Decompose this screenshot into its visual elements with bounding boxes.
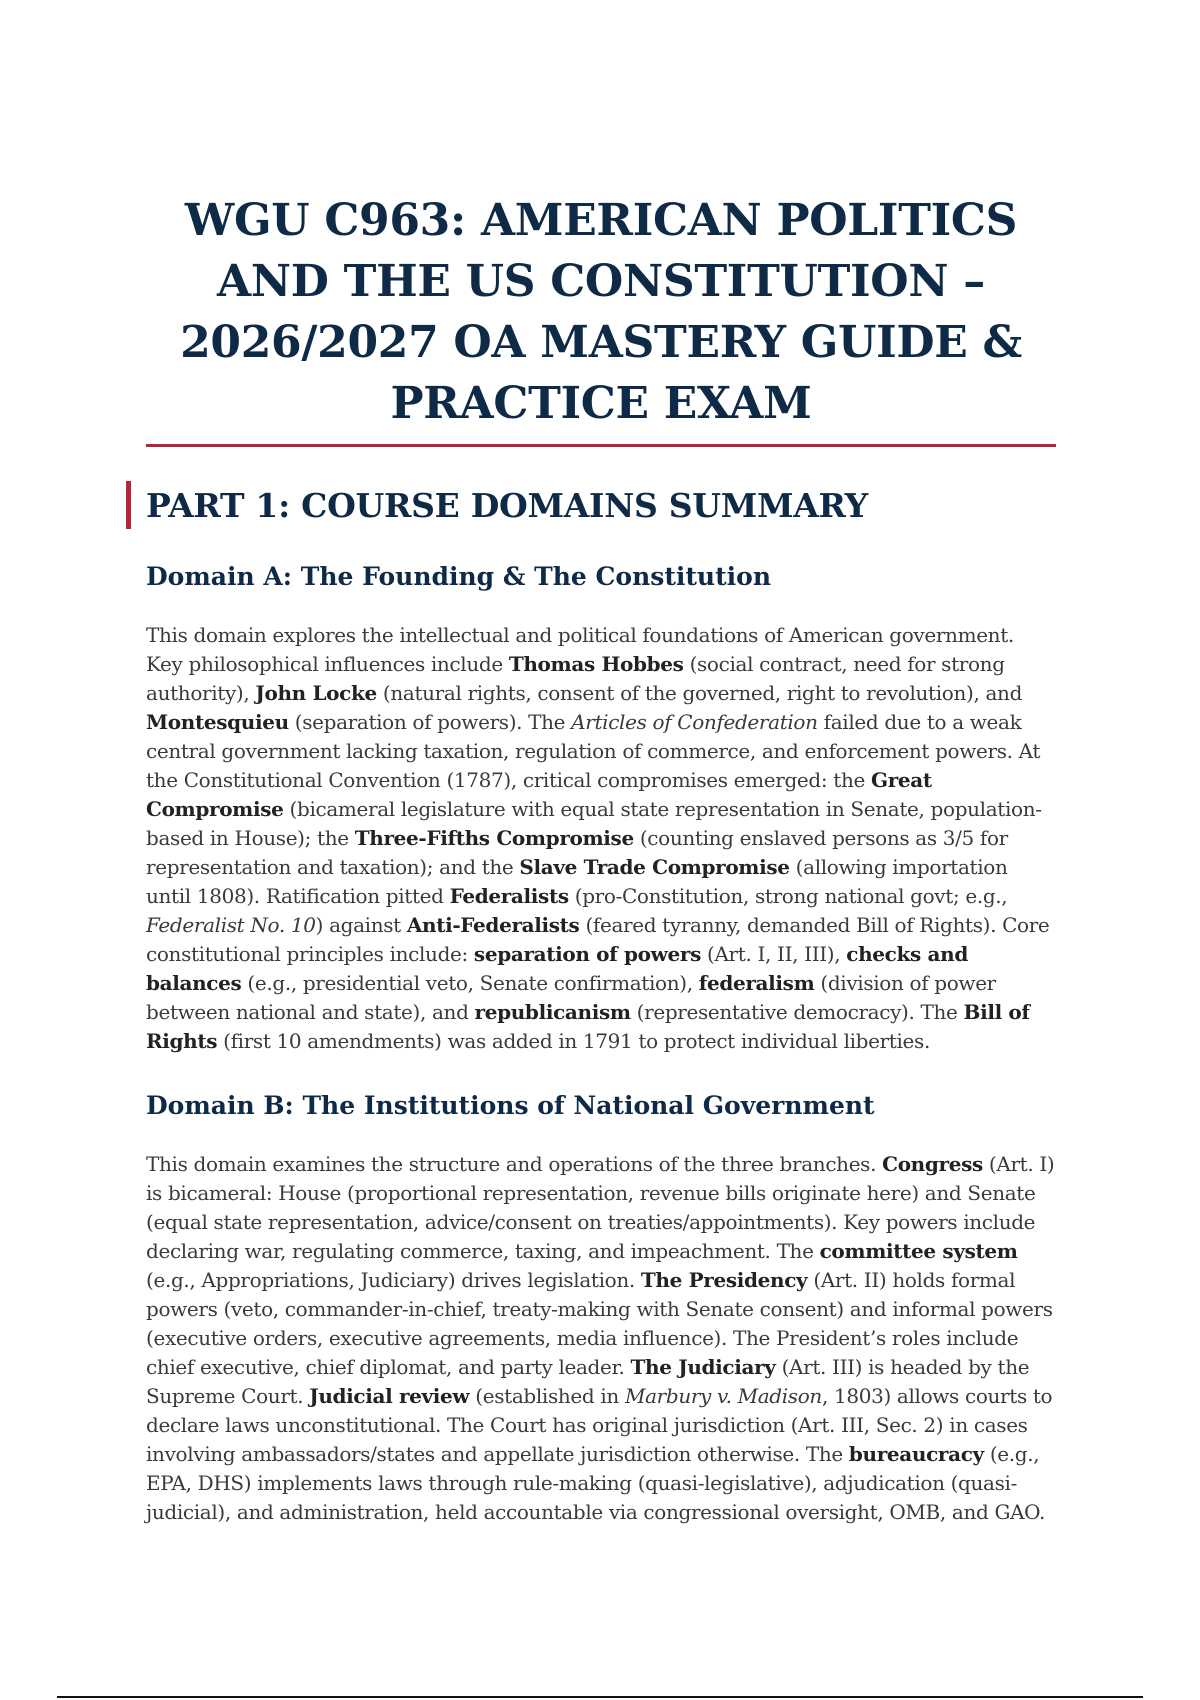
bold-term: John Locke xyxy=(255,681,377,705)
part-heading xyxy=(146,485,1056,527)
italic-term: Articles of Confederation xyxy=(571,710,818,734)
text-run: (Art. I, II, III), xyxy=(701,942,847,966)
domain-a-paragraph xyxy=(146,621,1056,1056)
domain-b-heading: Domain B: The Institutions of National Government xyxy=(146,1091,875,1120)
text-run: (Art. I) is bicameral: House (proportional representation, revenue bills originate here) and Senate (equal state representation, advice/consent on treaties/appointments). Key powers include declaring war, regulating commerce, taxing, and impeachment. The xyxy=(146,1152,1055,1263)
text-run: This domain explores the intellectual and political foundations of American government. Key philosophical influences include xyxy=(146,623,1014,676)
bold-term: Bill of Rights xyxy=(146,1000,1030,1053)
bold-term: The Presidency xyxy=(640,1268,808,1292)
bold-term: republicanism xyxy=(474,1000,631,1024)
bold-term: checks and balances xyxy=(146,942,968,995)
bold-term: Three-Fifths Compromise xyxy=(354,826,634,850)
text-run: ) against xyxy=(315,913,407,937)
text-run: (Art. II) holds formal powers (veto, commander-in-chief, treaty-making with Senate consent) and informal powers (executive orders, executive agreements, media influence). The President’s roles include chief executive, chief diplomat, and party leader. xyxy=(146,1268,1053,1379)
text-run: (Art. III) is headed by the Supreme Court. xyxy=(146,1355,1030,1408)
bold-term: Slave Trade Compromise xyxy=(519,855,790,879)
domain-a-heading: Domain A: The Founding & The Constitution xyxy=(146,562,771,591)
text-run: (separation of powers). The xyxy=(288,710,572,734)
text-run: This domain examines the structure and operations of the three branches. xyxy=(146,1152,883,1176)
text-run: (pro-Constitution, strong national govt; e.g., xyxy=(568,884,1008,908)
text-run: (allowing importation until 1808). Ratification pitted xyxy=(146,855,1008,908)
document-title: WGU C963: AMERICAN POLITICS AND THE US CONSTITUTION – 2026/2027 OA MASTERY GUIDE & PRACTICE EXAM xyxy=(180,195,1022,429)
text-run: (feared tyranny, demanded Bill of Rights). Core constitutional principles include: xyxy=(146,913,1050,966)
bold-term: separation of powers xyxy=(473,942,701,966)
text-run: (first 10 amendments) was added in 1791 to protect individual liberties. xyxy=(217,1029,930,1053)
bold-term: Anti-Federalists xyxy=(406,913,580,937)
bold-term: Thomas Hobbes xyxy=(508,652,684,676)
bold-term: Montesquieu xyxy=(146,710,289,734)
text-run: (established in xyxy=(469,1384,625,1408)
text-run: failed due to a weak central government lacking taxation, regulation of commerce, and enforcement powers. At the Constitutional Convention (1787), critical compromises emerged: the xyxy=(146,710,1041,792)
text-run: (e.g., Appropriations, Judiciary) drives legislation. xyxy=(146,1268,641,1292)
italic-term: Marbury v. Madison xyxy=(624,1384,822,1408)
text-run: (division of power between national and state), and xyxy=(146,971,996,1024)
bold-term: Congress xyxy=(882,1152,983,1176)
document-page xyxy=(146,190,1056,1527)
text-run: (counting enslaved persons as 3/5 for representation and taxation); and the xyxy=(146,826,1008,879)
bold-term: Judicial review xyxy=(309,1384,470,1408)
part-heading-text: PART 1: COURSE DOMAINS SUMMARY xyxy=(146,486,868,525)
heading-accent-bar xyxy=(126,481,131,529)
text-run: (natural rights, consent of the governed, right to revolution), and xyxy=(376,681,1023,705)
title-divider xyxy=(146,444,1056,447)
bold-term: bureaucracy xyxy=(848,1442,984,1466)
text-run: (bicameral legislature with equal state representation in Senate, population-based in House); the xyxy=(146,797,1042,850)
bold-term: federalism xyxy=(698,971,815,995)
bold-term: Federalists xyxy=(449,884,569,908)
text-run: (social contract, need for strong authority), xyxy=(146,652,1005,705)
bold-term: Great Compromise xyxy=(146,768,932,821)
domain-b-paragraph xyxy=(146,1150,1056,1527)
text-run: (e.g., EPA, DHS) implements laws through rule-making (quasi-legislative), adjudication (quasi-judicial), and administration, held accountable via congressional oversight, OMB, and GAO. xyxy=(146,1442,1046,1524)
text-run: , 1803) allows courts to declare laws unconstitutional. The Court has original jurisdiction (Art. III, Sec. 2) in cases involving ambassadors/states and appellate jurisdiction otherwise. The xyxy=(146,1384,1053,1466)
italic-term: Federalist No. 10 xyxy=(146,913,316,937)
bold-term: committee system xyxy=(819,1239,1018,1263)
footer-divider xyxy=(57,1696,1143,1698)
text-run: (e.g., presidential veto, Senate confirmation), xyxy=(241,971,699,995)
text-run: (representative democracy). The xyxy=(630,1000,964,1024)
bold-term: The Judiciary xyxy=(630,1355,776,1379)
